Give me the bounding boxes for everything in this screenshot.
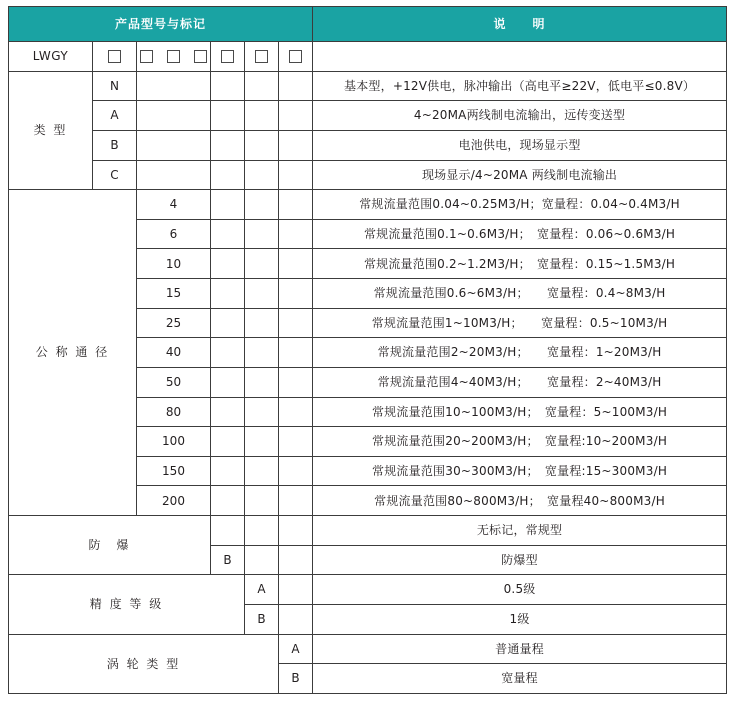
type-code-a: A: [93, 101, 137, 131]
diameter-desc-80: 常规流量范围10~100M3/H； 宽量程：5~100M3/H: [313, 397, 727, 427]
spacer-cell: [211, 279, 245, 309]
table-row: [9, 71, 727, 101]
accuracy-code-a: A: [245, 575, 279, 605]
header-right-title: 说 明: [313, 7, 727, 42]
spacer-cell: [279, 604, 313, 634]
spacer-cell: [245, 219, 279, 249]
table-row: [9, 130, 727, 160]
checkbox-square: [289, 50, 302, 63]
spacer-cell: [211, 249, 245, 279]
section-label-type: 类 型: [9, 71, 93, 190]
spacer-cell: [245, 338, 279, 368]
model-box-group-3: [211, 42, 245, 72]
spacer-cell: [279, 456, 313, 486]
table-row: [9, 190, 727, 220]
type-code-n: N: [93, 71, 137, 101]
diameter-code-4: 4: [137, 190, 211, 220]
spacer-cell: [211, 427, 245, 457]
spacer-cell: [211, 456, 245, 486]
spacer-cell: [137, 71, 211, 101]
spacer-cell: [211, 367, 245, 397]
accuracy-code-b: B: [245, 604, 279, 634]
checkbox-square: [194, 50, 207, 63]
model-box-group-5: [279, 42, 313, 72]
spacer-cell: [279, 338, 313, 368]
spacer-cell: [279, 486, 313, 516]
spacer-cell: [245, 427, 279, 457]
spacer-cell: [245, 367, 279, 397]
spacer-cell: [245, 71, 279, 101]
diameter-desc-25: 常规流量范围1~10M3/H； 宽量程：0.5~10M3/H: [313, 308, 727, 338]
diameter-desc-4: 常规流量范围0.04~0.25M3/H；宽量程：0.04~0.4M3/H: [313, 190, 727, 220]
explosion-code-b: B: [211, 545, 245, 575]
spacer-cell: [211, 101, 245, 131]
spacer-cell: [279, 71, 313, 101]
accuracy-desc-b: 1级: [313, 604, 727, 634]
model-code-row: [9, 42, 727, 72]
model-specification-table: [8, 6, 727, 694]
checkbox-square: [140, 50, 153, 63]
diameter-code-100: 100: [137, 427, 211, 457]
spacer-cell: [245, 249, 279, 279]
section-label-accuracy-grade: 精 度 等 级: [9, 575, 245, 634]
spacer-cell: [245, 130, 279, 160]
spacer-cell: [245, 397, 279, 427]
table-header-row: [9, 7, 727, 42]
spacer-cell: [245, 190, 279, 220]
explosion-desc-b: 防爆型: [313, 545, 727, 575]
diameter-code-80: 80: [137, 397, 211, 427]
table-row: [9, 575, 727, 605]
turbine-code-a: A: [279, 634, 313, 664]
spacer-cell: [279, 219, 313, 249]
turbine-code-b: B: [279, 664, 313, 694]
spacer-cell: [137, 130, 211, 160]
diameter-desc-10: 常规流量范围0.2~1.2M3/H； 宽量程：0.15~1.5M3/H: [313, 249, 727, 279]
model-code-label: LWGY: [9, 42, 93, 72]
table-row: [9, 101, 727, 131]
table-row: [9, 160, 727, 190]
diameter-code-200: 200: [137, 486, 211, 516]
type-desc-c: 现场显示/4~20MA 两线制电流输出: [313, 160, 727, 190]
spacer-cell: [245, 160, 279, 190]
section-label-turbine-type: 涡 轮 类 型: [9, 634, 279, 694]
spacer-cell: [211, 71, 245, 101]
model-box-group-2: [137, 42, 211, 72]
checkbox-square: [255, 50, 268, 63]
spacer-cell: [279, 279, 313, 309]
spacer-cell: [279, 308, 313, 338]
diameter-code-150: 150: [137, 456, 211, 486]
checkbox-square: [108, 50, 121, 63]
header-left-title: 产品型号与标记: [9, 7, 313, 42]
spacer-cell: [137, 101, 211, 131]
spacer-cell: [211, 397, 245, 427]
checkbox-square: [167, 50, 180, 63]
explosion-code-none: [211, 516, 245, 546]
spacer-cell: [279, 367, 313, 397]
model-box-group-1: [93, 42, 137, 72]
spacer-cell: [279, 397, 313, 427]
diameter-desc-200: 常规流量范围80~800M3/H； 宽量程40~800M3/H: [313, 486, 727, 516]
spacer-cell: [245, 308, 279, 338]
type-desc-a: 4~20MA两线制电流输出，远传变送型: [313, 101, 727, 131]
spacer-cell: [279, 516, 313, 546]
diameter-code-15: 15: [137, 279, 211, 309]
spacer-cell: [279, 575, 313, 605]
spacer-cell: [211, 190, 245, 220]
spacer-cell: [211, 219, 245, 249]
type-desc-b: 电池供电，现场显示型: [313, 130, 727, 160]
spacer-cell: [137, 160, 211, 190]
section-label-explosion-proof: 防 爆: [9, 516, 211, 575]
spacer-cell: [245, 101, 279, 131]
diameter-desc-40: 常规流量范围2~20M3/H； 宽量程：1~20M3/H: [313, 338, 727, 368]
spacer-cell: [211, 130, 245, 160]
spacer-cell: [211, 308, 245, 338]
turbine-desc-b: 宽量程: [313, 664, 727, 694]
type-desc-n: 基本型，+12V供电，脉冲输出（高电平≥22V，低电平≤0.8V）: [313, 71, 727, 101]
spacer-cell: [245, 456, 279, 486]
type-code-c: C: [93, 160, 137, 190]
diameter-code-10: 10: [137, 249, 211, 279]
spacer-cell: [211, 486, 245, 516]
diameter-desc-15: 常规流量范围0.6~6M3/H； 宽量程：0.4~8M3/H: [313, 279, 727, 309]
diameter-code-6: 6: [137, 219, 211, 249]
accuracy-desc-a: 0.5级: [313, 575, 727, 605]
spacer-cell: [279, 101, 313, 131]
diameter-code-25: 25: [137, 308, 211, 338]
spacer-cell: [245, 545, 279, 575]
spacer-cell: [245, 279, 279, 309]
diameter-desc-100: 常规流量范围20~200M3/H； 宽量程:10~200M3/H: [313, 427, 727, 457]
type-code-b: B: [93, 130, 137, 160]
spacer-cell: [279, 130, 313, 160]
diameter-desc-150: 常规流量范围30~300M3/H； 宽量程:15~300M3/H: [313, 456, 727, 486]
spacer-cell: [211, 338, 245, 368]
section-label-nominal-diameter: 公 称 通 径: [9, 190, 137, 516]
spacer-cell: [279, 249, 313, 279]
spacer-cell: [245, 516, 279, 546]
diameter-code-40: 40: [137, 338, 211, 368]
spacer-cell: [245, 486, 279, 516]
turbine-desc-a: 普通量程: [313, 634, 727, 664]
spacer-cell: [279, 190, 313, 220]
model-box-group-4: [245, 42, 279, 72]
table-row: [9, 634, 727, 664]
spacer-cell: [279, 427, 313, 457]
model-desc-empty: [313, 42, 727, 72]
diameter-desc-50: 常规流量范围4~40M3/H； 宽量程：2~40M3/H: [313, 367, 727, 397]
spacer-cell: [211, 160, 245, 190]
spacer-cell: [279, 545, 313, 575]
diameter-code-50: 50: [137, 367, 211, 397]
diameter-desc-6: 常规流量范围0.1~0.6M3/H； 宽量程：0.06~0.6M3/H: [313, 219, 727, 249]
checkbox-square: [221, 50, 234, 63]
explosion-desc-none: 无标记，常规型: [313, 516, 727, 546]
table-row: [9, 516, 727, 546]
spacer-cell: [279, 160, 313, 190]
